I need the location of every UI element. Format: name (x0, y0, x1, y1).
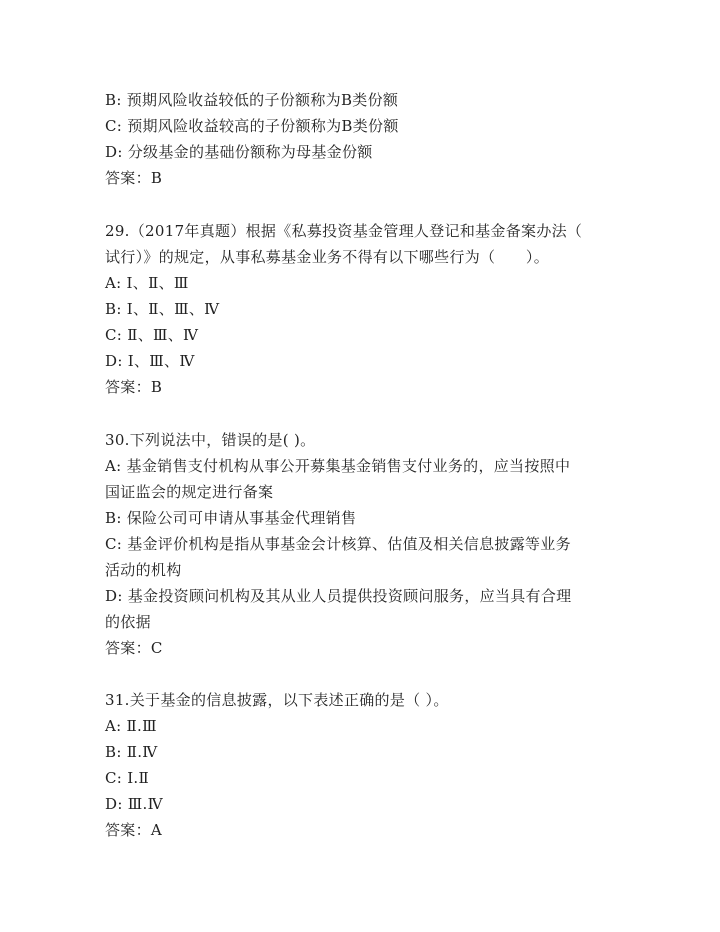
option-c-text: C: Ⅱ、Ⅲ、Ⅳ (105, 326, 199, 344)
option-b-text: B: Ⅰ、Ⅱ、Ⅲ、Ⅳ (105, 300, 220, 318)
option-d-text: D: 基金投资顾问机构及其从业人员提供投资顾问服务，应当具有合理 (105, 587, 572, 605)
question-31-stem: 31.关于基金的信息披露，以下表述正确的是（ ）。 (105, 691, 449, 709)
option-a-text: A: Ⅰ、Ⅱ、Ⅲ (105, 274, 189, 292)
option-d-text: D: 分级基金的基础份额称为母基金份额 (105, 143, 373, 161)
option-c-text: C: 预期风险收益较高的子份额称为B类份额 (105, 117, 399, 135)
answer-text: 答案：B (105, 169, 163, 187)
option-a-text: A: Ⅱ.Ⅲ (105, 717, 157, 735)
answer-text: 答案：A (105, 821, 163, 839)
answer-text: 答案：C (105, 639, 163, 657)
option-c-text: C: Ⅰ.Ⅱ (105, 769, 149, 787)
option-c-text: C: 基金评价机构是指从事基金会计核算、估值及相关信息披露等业务 (105, 535, 571, 553)
option-d-text: D: Ⅲ.Ⅳ (105, 795, 163, 813)
option-d-text: D: Ⅰ、Ⅲ、Ⅳ (105, 352, 195, 370)
option-b-text: B: 预期风险收益较低的子份额称为B类份额 (105, 91, 399, 109)
option-b-text: B: Ⅱ.Ⅳ (105, 743, 158, 761)
option-b-text: B: 保险公司可申请从事基金代理销售 (105, 509, 357, 527)
question-29-stem: 29.（2017年真题）根据《私募投资基金管理人登记和基金备案办法（ (105, 222, 583, 240)
option-a-text-continued: 国证监会的规定进行备案 (105, 483, 274, 501)
option-d-text-continued: 的依据 (105, 613, 151, 631)
question-30-stem: 30.下列说法中，错误的是( )。 (105, 431, 316, 449)
answer-text: 答案：B (105, 378, 163, 396)
option-c-text-continued: 活动的机构 (105, 561, 182, 579)
question-29-stem-continued: 试行）》的规定，从事私募基金业务不得有以下哪些行为（ ）。 (105, 248, 550, 266)
option-a-text: A: 基金销售支付机构从事公开募集基金销售支付业务的，应当按照中 (105, 457, 571, 475)
